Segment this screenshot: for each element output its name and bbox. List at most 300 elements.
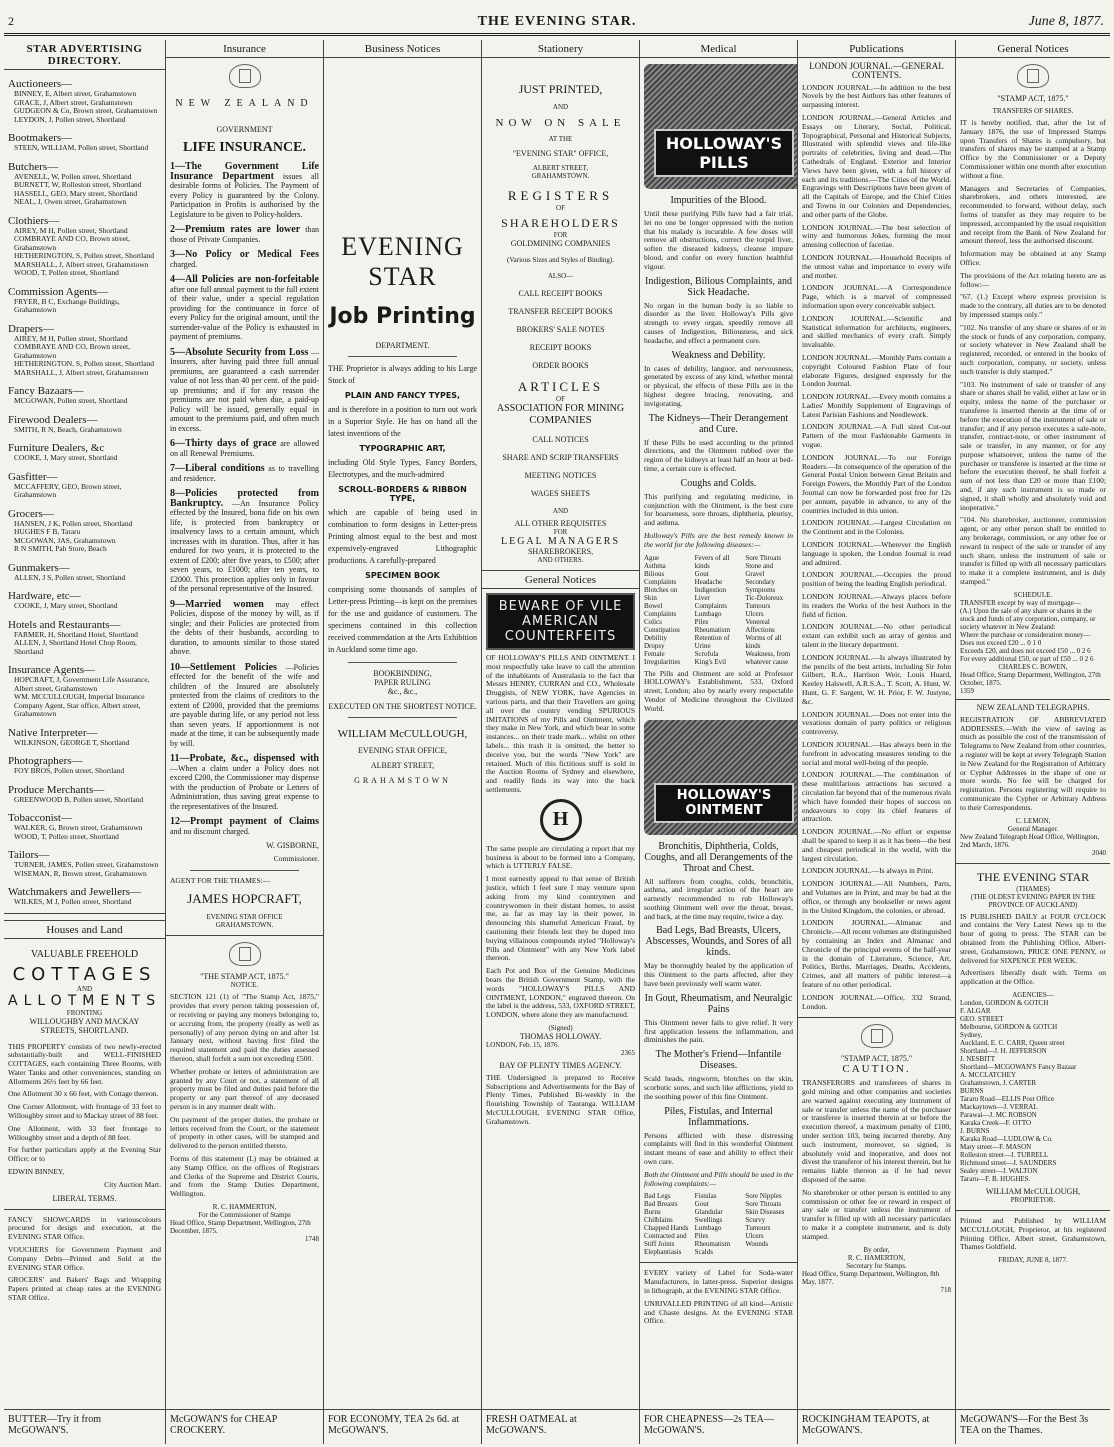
masthead-rule — [4, 33, 1110, 36]
st-sizes: (Various Sizes and Styles of Binding). — [507, 256, 614, 264]
complaint-item: Skin Diseases — [745, 1208, 785, 1217]
insurance-item-title: 11—Probate, &c., dispensed with — [170, 753, 319, 764]
directory-entry: MARSHALL, J, Albert street, Grahamstown — [14, 367, 149, 377]
med-legs: Bad Legs, Bad Breasts, Ulcers, Abscesses, Wounds, and Sores of all kinds. — [645, 925, 792, 959]
st-reg: REGISTERS — [507, 188, 614, 203]
complaint-item: Rheumatism — [694, 1240, 731, 1249]
directory-category: Drapers— — [8, 322, 54, 335]
directory-entry: COOKE, J, Mary street, Shortland — [14, 453, 118, 462]
ins-sec1: SECTION 121 (1) of "The Stamp Act, 1875," provides that every person taking possession of, or receiving or paying any moneys belonging to, or accruing from, the property (really as well as personally) of any person dying on and after 1st January next, without having first filed the required statement and paid the duties assessed thereon, shall forfeit a sum not exceeding £500. — [170, 992, 319, 1063]
agency-item: F. ALGAR — [960, 1006, 991, 1015]
insurance-item-title: 9—Married women — [170, 598, 264, 610]
directory-entry: ALLEN, J, Shortland Hotel Chop Room, Shortland — [14, 638, 137, 656]
directory-entry: HANSEN, J K, Pollen street, Shortland — [14, 518, 133, 528]
fancy-showcards: FANCY SHOWCARDS in variouscolours procured for design and execution, at the EVENING STAR Office. — [8, 1214, 161, 1242]
med-weak: Weakness and Debility. — [671, 349, 766, 361]
directory-entry: WISEMAN, R, Brown street, Grahamstown — [14, 868, 147, 878]
beware-banner — [486, 593, 635, 650]
gen-lemonno: 2040 — [1092, 848, 1106, 857]
complaints-table — [644, 1192, 793, 1256]
london-journal-item: LONDON JOURNAL.—Occupies the proud position of being the leading English periodical. — [802, 570, 951, 589]
directory-entry: BURNETT, W, Rolleston street, Shortland — [14, 180, 142, 189]
insurance-item — [170, 817, 319, 836]
gen-agencies: AGENCIES— — [1012, 990, 1054, 999]
disease-item: Bowel Complaints — [644, 601, 677, 618]
ins-eso: EVENING STAR OFFICE — [206, 913, 283, 922]
london-journal-item: LONDON JOURNAL.—General Articles and Essays on Literary, Social, Political, Topographical, Personal and Historical Subjects, Illustrated with splendid views and life-like portraits of celebrities, living and dead.—The Cathedrals of England. Exterior and Interior Views have been given, with a full history of each and its traditions.—The Cities of the World. Engravings with Descriptions have been given of all the Capitals of Europe, and the Chief Cities and Towns in our Colonies and Dependencies, and other parts of the Globe. — [802, 112, 951, 219]
insurance-item-body: —Insurers, after having paid three full annual premiums, are guaranteed a cash surrender value of not less than 40 per cent. of the paid-up premiums; and if for any reason the premiums are not paid when due, a paid-up Policy will be issued, generally equal in amount to the premiums paid, and often much in excess. — [170, 347, 320, 433]
st-at: AT THE — [548, 135, 573, 143]
london-journal-item: LONDON JOURNAL.—Wherever the English language is spoken, the London Journal is read and admired. — [802, 540, 951, 567]
ins-hamm2: For the Commissioner of Stamps — [198, 1210, 291, 1219]
insurance-item-body: and no discount charged. — [170, 826, 250, 836]
disease-item: Blotches on Skin — [644, 585, 678, 602]
gen-cb2: Head Office, Stamp Department, Wellington, 27th October, 1875. — [960, 670, 1101, 687]
gen-reg: REGISTRATION OF ABBREVIATED ADDRESSES.—With the view of saving as much as possible the cost of the transmission of Telegrams to New Zealand from other countries, a register will be kept at every Telegraph Station in New Zealand for the Registration of Arbitrary or Cypher Addresses in the shape of one or more words. No fee will be charged for registration. Persons registering will require to communicate the Cypher or Arbitrary Address to their Correspondents. — [960, 714, 1106, 812]
gen-g5: "67. (1.) Except where express provision is made to the contrary, all duties are to be denoted by impressed stamps only." — [960, 292, 1106, 319]
biz-bb: BOOKBINDING, — [373, 669, 432, 678]
directory-entry: COOKE, J, Mary street, Shortland — [14, 601, 118, 610]
column-medical — [640, 40, 798, 1444]
ins-nz: NEW ZEALAND — [175, 98, 314, 109]
directory-entry: STEEN, WILLIAM, Pollen street, Shortland — [14, 143, 149, 152]
london-journal-item: LONDON JOURNAL.—Always places before its readers the Works of the best Authors in the field of fiction. — [802, 592, 951, 619]
med-weak-t: In cases of debility, languor, and nervousness, generated by excess of any kind, whether mental or physical, the effects of these Pills are in the highest degree bracing, renovating, and invigorating. — [644, 363, 793, 408]
directory-category: Hotels and Restaurants— — [8, 618, 121, 631]
gen-pub: IS PUBLISHED DAILY at FOUR O'CLOCK and contains the Very Latest News up to the hour of going to press. The STAR can be obtained from the Publishing Office, Albert-street, Grahamstown, PRICE ONE PENNY, or delivered for SIXPENCE PER WEEK. — [960, 911, 1106, 965]
stationery-books — [486, 289, 635, 370]
insurance-item-title: 8—Policies protected from Bankruptcy. — [170, 488, 319, 509]
ins-hamm3: Head Office, Stamp Department, Wellington, 27th December, 1875. — [170, 1218, 311, 1235]
stationery-notice: SHARE AND SCRIP TRANSFERS — [502, 453, 619, 462]
biz-typo: TYPOGRAPHIC ART, — [359, 444, 446, 453]
disease-item: King's Evil — [694, 657, 727, 666]
med-gout-t: This Ointment never fails to give relief. It very first application lessens the inflammation, and diminishes the pain. — [644, 1017, 793, 1045]
complaint-item: Lumbago — [694, 1224, 722, 1233]
london-journal-item: LONDON JOURNAL.—Does not enter into the vexatious domain of party politics or religious controversy. — [802, 709, 951, 737]
insurance-item — [170, 439, 319, 458]
houses-allotments: ALLOTMENTS — [8, 992, 162, 1009]
st-of: OF — [556, 204, 565, 212]
directory-category: Furniture Dealers, &c — [8, 442, 105, 454]
st-for2: FOR — [553, 528, 568, 536]
complaint-item: Glandular Swellings — [694, 1208, 723, 1225]
insurance-item — [170, 600, 319, 657]
agency-item: Richmond street—J. SAUNDERS — [960, 1158, 1057, 1167]
med-bron: Bronchitis, Diphtheria, Colds, Coughs, and all Derangements of the Throat and Chest. — [644, 840, 793, 874]
biz-wm: WILLIAM McCULLOUGH, — [337, 728, 468, 740]
st-assoc: ASSOCIATION FOR MINING — [496, 403, 625, 414]
st-art: ARTICLES — [517, 379, 604, 394]
gen-wmc: WILLIAM McCULLOUGH, — [985, 1186, 1081, 1196]
ins-hopcraft: JAMES HOPCRAFT, — [187, 891, 302, 907]
directory-entry: AVENELL, W, Pollen street, Shortland — [14, 171, 132, 181]
agency-item: Mary street—F. MASON — [960, 1142, 1032, 1151]
disease-item: Tic-Doloreux — [745, 593, 784, 602]
disease-item: Dropsy — [644, 641, 665, 650]
london-journal-item: LONDON JOURNAL.—Has always been in the forefront in advocating measures tending to the social and moral well-being of the people. — [802, 739, 951, 767]
london-journal-item: LONDON JOURNAL.—Household Receipts of the utmost value and importance to every wife and mother. — [802, 252, 951, 280]
biz-p2: and is therefore in a position to turn out work in a Superior Style. He has on hand all the latest inventions of the — [328, 405, 477, 438]
houses-binney: EDWIN BINNEY, — [8, 1167, 65, 1177]
agencies-list — [960, 999, 1106, 1183]
diseases-table — [644, 554, 793, 666]
insurance-item-body: —An Insurance Policy effected by the Insured, bona fide on his own life, is protected from bankruptcy or insolvency laws to a certain amount, which increases with its duration. Thus, after it has endured for two years, it is protected to the extent of £200; after five years, to £500; after seven years, to £1000; after ten years, to £2000. This protection applies only in favour of the personal representative of the Insured. — [170, 498, 319, 593]
gen-g2: Managers and Secretaries of Companies, sharebrokers, and others interested, are recommended to forward, without delay, such forms of transfer as they may require to be impressed, accompanied by the usual requisition and receipt from the Bank of New Zealand for amount thereof, less the authorised discount. — [960, 183, 1106, 246]
london-journal-item: LONDON JOURNAL.—The best selection of witty and humorous Jokes, forming the most amusing collection of facetiae. — [802, 222, 951, 250]
directory-entry: HUGHES F B, Tararu — [14, 527, 81, 536]
insurance-item — [170, 348, 319, 434]
rockingham-ad: ROCKINGHAM TEAPOTS, at McGOWAN'S. — [798, 1409, 955, 1444]
pub-cau2: No sharebroker or other person is entitled to any commission or other fee or reward in respect of any sale or transfer unless the instrument of transfer is filled up with all necessary particulars to make it a complete instrument, and is duly stamped. — [802, 1187, 951, 1241]
column-stationery — [482, 40, 640, 1444]
directory-category: Tobacconist— — [8, 812, 72, 824]
insurance-item-title: 10—Settlement Policies — [170, 661, 277, 673]
insurance-item — [170, 225, 319, 244]
ins-hammerton: R. C. HAMMERTON, — [212, 1202, 277, 1211]
agency-item: Karaka Road—LUDLOW & Co. — [960, 1134, 1053, 1143]
directory-entry: WM. MCCULLOUGH, Imperial Insurance Company Agent, Star office, Albert street, Grahamstown — [14, 692, 145, 718]
disease-item: Sore Throats — [745, 553, 782, 562]
med-piles-t: Persons afflicted with these distressing complaints will find in this wonderful Ointment instant means of ease and ability to effect their own cure. — [644, 1130, 793, 1167]
gen-sch6: For every additional £50, or part of £50 ... 0 2 6 — [960, 654, 1094, 663]
agency-item: Sydney, — [960, 1030, 983, 1039]
agency-item: J. BURNS — [960, 1126, 990, 1135]
houses-streets2: STREETS, SHORTLAND. — [40, 1025, 129, 1035]
houses-p2: One Allotment 30 x 66 feet, with Cottage thereon. — [8, 1089, 159, 1099]
insurance-item-title: 5—Absolute Security from Loss — [170, 346, 309, 358]
pub-hamm: R. C. HAMERTON, — [847, 1253, 906, 1262]
directory-entry: NEAL, J, Owen street, Grahamstown — [14, 197, 127, 206]
agency-item: Melbourne, GORDON & GOTCH — [960, 1022, 1058, 1031]
holloways-ointment-illustration — [644, 720, 798, 835]
st-others: AND OTHERS. — [537, 556, 584, 564]
complaint-item: Scurvy — [745, 1216, 766, 1225]
disease-item: Colics — [644, 617, 662, 626]
general-heading: General Notices — [956, 40, 1110, 58]
pub-byorder: By order, — [863, 1245, 890, 1254]
directory-category: Gunmakers— — [8, 561, 70, 574]
gen-g6: "102. No transfer of any share or shares of or in the stock or funds of any corporation, company, or society whatever in New Zealand shall be registered, recorded, or entered in the books of such corporation, company, or society, unless such transfer is duly stamped." — [960, 322, 1106, 376]
med-both: Both the Ointment and Pills should be used in the following complaints:— — [644, 1169, 793, 1188]
st-jp: JUST PRINTED, — [518, 82, 603, 96]
stationery-book: TRANSFER RECEIPT BOOKS — [508, 307, 613, 316]
st-for: FOR — [553, 231, 568, 239]
directory-entry: LEYDON, J, Pollen street, Shortland — [14, 114, 126, 124]
stationery-book: RECEIPT BOOKS — [529, 343, 592, 352]
directory-category: Commission Agents— — [8, 285, 108, 298]
biz-albert: ALBERT STREET, — [370, 761, 435, 770]
med-indig-t: No organ in the human body is so liable to disorder as the liver. Holloway's Pills give strength to every organ, speedily remove all causes of Indigestion, Biliousness, and sick headache, and effect a permanent cure. — [644, 300, 793, 345]
directory-heading: STAR ADVERTISING DIRECTORY. — [4, 40, 165, 70]
insurance-item-title: 7—Liberal conditions — [170, 463, 265, 474]
insurance-item — [170, 464, 319, 483]
insurance-item-body: —Policies effected for the benefit of the wife and children of the Insured are absolutely protected from the claims of creditors to the extent of £2000, provided that the premiums are payable during life, or any period not less than seven years. If apportionment is not made at the time, it can be subsequently made by will. — [170, 662, 319, 748]
gen-adv: Advertisers liberally dealt with. Terms on application at the Office. — [960, 968, 1106, 987]
stationery-notice: CALL NOTICES — [532, 435, 589, 444]
crockery-ad: McGOWAN'S for CHEAP CROCKERY. — [166, 1409, 323, 1444]
disease-item: Weakness, from whatever cause — [745, 649, 791, 666]
ins-stamp-act: "THE STAMP ACT, 1875." — [200, 972, 289, 982]
ins-gisborne: W. GISBORNE, — [266, 841, 319, 850]
med-cough-t: This purifying and regulating medicine, in conjunction with the Ointment, is the best cure for hoarseness, sore throats, diphtheria, pleurisy, and asthma. — [644, 491, 793, 528]
agency-item: London, GORDON & GOTCH — [960, 998, 1049, 1007]
disease-item: Stone and Gravel — [745, 561, 774, 578]
st-hol3: I most earnestly appeal to that sense of British justice, which I feel sure I may venture upon asking from my kind countrymen and countrywomen in their distant homes, to assist me, as far as may lay in their power, in denouncing this shameful American Fraud, by cautioning their friends lest they be duped into buying villainous compounds styled "Holloway's Pills and Ointment" with any New York label thereon. — [486, 874, 635, 963]
oatmeal-ad: FRESH OATMEAL at McGOWAN'S. — [482, 1409, 639, 1444]
directory-category: Clothiers— — [8, 214, 60, 227]
st-gtown: GRAHAMSTOWN. — [531, 172, 590, 180]
disease-item: Gout — [694, 569, 709, 578]
med-indig: Indigestion, Bilious Complaints, and Sick Headache. — [645, 275, 792, 298]
st-brokers: SHAREBROKERS, — [527, 547, 594, 556]
gen-lemon2: General Manager. — [1007, 824, 1059, 833]
ins-notice: NOTICE. — [230, 981, 259, 990]
houses-p5: For further particulars apply at the Evening Star Office; or to — [8, 1145, 161, 1164]
london-journal-item: LONDON JOURNAL.—In addition to the best Novels by the best Authors has other features of surpassing interest. — [802, 82, 951, 110]
gen-sch1: TRANSFER except by way of mortgage— — [960, 598, 1081, 607]
london-journal-item: LONDON JOURNAL.—The combination of these multifarious attractions has secured a circulation far beyond that of the numerous rivals which have founded their hopes of success on endeavours to copy its chief features of attraction. — [802, 770, 951, 824]
column-publications — [798, 40, 956, 1444]
complaint-item: Sore Throats — [745, 1200, 782, 1209]
gen-nzt: NEW ZEALAND TELEGRAPHS. — [956, 699, 1110, 712]
disease-item: Headache — [694, 577, 723, 586]
st-eso: "EVENING STAR" OFFICE, — [512, 149, 609, 158]
st-bop: BAY OF PLENTY TIMES AGENCY. — [499, 1060, 622, 1070]
complaint-item: Ulcers — [745, 1232, 764, 1241]
directory-entry: HOPCRAFT, J, Government Life Assurance, Albert street, Grahamstown — [14, 675, 150, 693]
gen-sch5: Exceeds £20, and does not exceed £50 ... 0 2 6 — [960, 646, 1091, 655]
ointment-label: HOLLOWAY'S OINTMENT — [654, 783, 794, 823]
london-journal-item: LONDON JOURNAL.—Office, 332 Strand, London. — [802, 992, 951, 1011]
directory-entry: GRACE, J, Albert street, Grahamstown — [14, 97, 133, 107]
complaint-item: Scalds — [694, 1248, 713, 1257]
st-of2: OF — [556, 395, 565, 403]
insurance-item-title: 12—Prompt payment of Claims — [170, 816, 319, 827]
publications-heading: Publications — [798, 40, 955, 58]
houses-p3: One Corner Allotment, with frontage of 33 feet to Willoughby street and to Mackay street of 88 feet. — [8, 1102, 161, 1121]
directory-entry: AIREY, M H, Pollen street, Shortland — [14, 333, 128, 343]
directory-category: Auctioneers— — [8, 78, 73, 90]
medical-heading: Medical — [640, 40, 797, 58]
complaint-item: Burns — [644, 1208, 661, 1217]
biz-specimen: SPECIMEN BOOK — [365, 571, 440, 580]
directory-entry: HETHERINGTON, S, Pollen street, Shortland — [14, 251, 155, 260]
insurance-item — [170, 489, 319, 594]
directory-entry: WILKINSON, GEORGE T, Shortland — [14, 737, 130, 747]
directory-entry: FOY BROS, Pollen street, Shortland — [14, 766, 125, 775]
insurance-item-title: 6—Thirty days of grace — [170, 438, 277, 449]
agency-item: GEO. STREET — [960, 1014, 1004, 1023]
directory-entry: FRYER, B C, Exchange Buildings, Grahamstown — [14, 296, 120, 314]
med-kid-t: If these Pills be used according to the printed directions, and the Ointment rubbed over the region of the kidneys at least half an hour at bed-time, a certain cure is effected. — [644, 437, 793, 473]
agency-item: Karaka Creek—F. OTTO — [960, 1118, 1032, 1127]
st-general-heading: General Notices — [482, 570, 639, 589]
holloway-h-seal-icon: H — [540, 799, 582, 841]
directory-entry: MARSHALL, J, Albert street, Grahamstown — [14, 259, 149, 269]
gen-lemon3: New Zealand Telegraph Head Office, Wellington, 2nd March, 1876. — [960, 832, 1100, 849]
houses-streets1: WILLOUGHBY AND MACKAY — [29, 1016, 140, 1026]
directory-entry: WILKES, M J, Pollen street, Shortland — [14, 897, 132, 906]
houses-and: AND — [76, 984, 93, 993]
agency-item: Rolleston street—J. TURRELL — [960, 1150, 1049, 1159]
directory-category: Photographers— — [8, 755, 83, 767]
gen-g4: The provisions of the Act relating hereto are as follow:— — [960, 270, 1106, 289]
agency-item: Auckland, E. C. CARR, Queen street — [960, 1038, 1065, 1047]
insurance-item-body: may effect Policies, dispose of the money by will, as if single; and their Policies are protected from the debts of their husbands, according to duration, to amounts similar to those stated above. — [170, 599, 319, 656]
gen-tes: THE EVENING STAR — [976, 869, 1090, 884]
med-legs-t: May be thoroughly healed by the application of this Ointment to the parts affected, after they have been previously well warm water. — [644, 961, 793, 989]
disease-item: Scrofula — [694, 649, 719, 658]
ins-commissioner: Commissioner. — [273, 853, 319, 863]
business-heading: Business Notices — [324, 40, 481, 58]
stationery-heading: Stationery — [482, 40, 639, 58]
best-tea-ad: McGOWAN'S—For the Best 3s TEA on the Thames. — [956, 1409, 1110, 1444]
directory-entry: COMBRAYE AND CO, Brown street, Grahamstown — [14, 234, 130, 252]
insurance-item-body: are allowed on all Renewal Premiums. — [170, 439, 319, 458]
agency-item: Sealey street—J. WALTON — [960, 1166, 1038, 1175]
ins-gov: GOVERNMENT — [216, 125, 273, 134]
st-th: THOMAS HOLLOWAY. — [519, 1031, 602, 1041]
newspaper-title: THE EVENING STAR. — [477, 14, 637, 29]
biz-plain: PLAIN AND FANCY TYPES, — [344, 391, 461, 400]
gen-fri: FRIDAY, JUNE 8, 1877. — [998, 1256, 1068, 1265]
london-journal-item: LONDON JOURNAL.—Is always illustrated by the pencils of the best artists, including Sir John Gilbert, R.A., Harrison Weir, Louis Huard, Keeley Halswell, A.R.S.A., T. Scott, A. Hunt, W. Hunt, G. F. Sargent, W. H. Prior, F. W. Justyne, &c. — [802, 652, 951, 706]
directory-category: Hardware, etc— — [8, 590, 81, 602]
houses-fronting: FRONTING — [66, 1008, 103, 1017]
gen-g3: Information may be obtained at any Stamp Office. — [960, 249, 1106, 267]
gen-sch2: (A.) Upon the sale of any share or shares in the stock and funds of any corporation, company, or society whatever in New Zealand: — [960, 606, 1096, 631]
complaint-item: Fistulas — [694, 1192, 717, 1201]
pills-label: HOLLOWAY'S PILLS — [654, 129, 794, 177]
st-now: NOW ON SALE — [495, 117, 626, 129]
london-journal-item: LONDON JOURNAL.—Every month contains a Ladies' Monthly Supplement of Engravings of Latest Parisian Fashions and Needlework. — [802, 392, 951, 419]
disease-item: Worms of all kinds — [745, 633, 782, 650]
evening-star-title: EVENING STAR — [341, 232, 464, 291]
st-also: ALSO— — [547, 272, 574, 280]
directory-entry: AIREY, M H, Pollen street, Shortland — [14, 225, 128, 235]
insurance-item-body: after one full annual payment to the full extent of their value, under a special regulation providing for the continuance in force of every Policy for the original amount, until the surrender-value of the Policy is exhausted in payment of premiums. — [170, 284, 319, 341]
insurance-item-title: 1—The Government Life Insurance Department — [170, 161, 319, 182]
gen-cbno: 1359 — [960, 686, 974, 695]
london-journal-item: LONDON JOURNAL.—Almanac and Chronicle.—All recent volumes are distinguished by containing an Index and Almanac and Chronicle of the principal events of the half-year in the domain of Literature, Science, Art, Politics, Births, Marriages, Deaths, Accidents, Crimes, and all matters of public interest—a feature of no other periodical. — [802, 918, 951, 989]
beware-line-1: BEWARE OF VILE — [498, 599, 623, 614]
job-printing: Job Printing — [329, 304, 476, 329]
ins-sec3: On payment of the proper duties, the probate or letters received from the Court, or the statement of property in other cases, will be stamped and delivered to the person entitled thereto. — [170, 1114, 319, 1151]
disease-item: Indigestion — [694, 585, 727, 594]
london-journal-item: LONDON JOURNAL.—Monthly Parts contain a copyright Coloured Fashion Plate of four elaborate Figures, designed expressly for the London Journal. — [802, 352, 951, 389]
cheapness-ad: FOR CHEAPNESS—2s TEA—McGOWAN'S. — [640, 1409, 797, 1444]
disease-item: Liver Complaints — [694, 593, 727, 610]
st-bop2: THE Undersigned is prepared to Receive Subscriptions and Advertisements for the Bay of Plenty Times, Published Bi-weekly in the flourishing Township of Tauranga. WILLIAM McCULLOUGH, EVENING STAR Office, Grahamstown. — [486, 1072, 635, 1126]
london-journal-item: LONDON JOURNAL.—A Correspondence Page, which is a marvel of compressed information upon every conceivable subject. — [802, 283, 951, 310]
med-rem: Holloway's Pills are the best remedy known in the world for the following diseases:— — [644, 530, 793, 549]
agency-item: BURNS — [960, 1086, 984, 1095]
pub-hamm3: Head Office, Stamp Department, Wellington, 8th May, 1877. — [802, 1269, 940, 1286]
gen-stamp: "STAMP ACT, 1875." — [997, 94, 1069, 103]
agency-item: A. MCCLATCHEY — [960, 1070, 1017, 1079]
gen-sch3: Where the purchase or consideration money— — [960, 630, 1091, 639]
directory-category: Grocers— — [8, 507, 54, 520]
insurance-items — [170, 162, 319, 836]
agency-item: Tararu Road—ELLIS Post Office — [960, 1094, 1055, 1103]
grocers-bags: GROCERS' and Bakers' Bags and Wrapping Papers printed at cheap rates at the EVENING STAR Office. — [8, 1275, 161, 1303]
insurance-item — [170, 275, 319, 342]
complaint-item: Bad Legs — [644, 1192, 671, 1201]
agency-item: Grahamstown, J. CARTER — [960, 1078, 1037, 1087]
london-journal-item: LONDON JOURNAL.—Is always in Print. — [802, 866, 934, 876]
st-thno: 2365 — [621, 1048, 635, 1057]
pub-hamm-no: 718 — [940, 1285, 951, 1294]
houses-p4: One Allotment, with 33 feet frontage to Willoughby street and a depth of 88 feet. — [8, 1123, 161, 1142]
insurance-item-body: charged. — [170, 259, 198, 269]
med-sold: The Pills and Ointment are sold at Professor HOLLOWAY's Establishment, 533, Oxford street, London; also by nearly every respectable Vendor of Medicine throughout the Civilized World. — [644, 668, 793, 713]
st-sh: SHAREHOLDERS — [501, 216, 620, 230]
directory-category: Butchers— — [8, 160, 59, 173]
st-signed: (Signed) — [548, 1023, 573, 1032]
directory-entry: MCGOWAN, JAS, Grahamstown — [14, 535, 116, 545]
st-and2: AND — [552, 507, 569, 515]
directory-entry: BINNEY, E, Albert street, Grahamstown — [14, 89, 137, 98]
disease-item: Constipation — [644, 625, 680, 634]
disease-item: Lumbago — [694, 609, 722, 618]
agency-item: Mackaytown—J. VERRAL — [960, 1102, 1038, 1111]
med-unriv: UNRIVALLED PRINTING of all kind—Artistic and Chaste designs. At the EVENING STAR Office. — [644, 1298, 793, 1326]
agency-item: J. NESBITT — [960, 1054, 995, 1063]
complaint-item: Bad Breasts — [644, 1200, 678, 1209]
crest-icon-4 — [1017, 64, 1049, 88]
st-all: ALL OTHER REQUISITES — [514, 519, 607, 528]
crest-icon — [229, 64, 261, 88]
directory-entry: R N SMITH, Pah Store, Beach — [14, 544, 107, 553]
agency-item: Shortland—J. H. JEFFERSON — [960, 1046, 1047, 1055]
st-hol: OF HOLLOWAY'S PILLS AND OINTMENT. I most respectfully take leave to call the attention of the inhabitants of Australasia to the fact that Messrs HENRY, CURRAN and CO., Wholesale Druggists, of NEW YORK, have Agencies in various parts, and that their Travellers are going all over the country vending SPURIOUS IMITATIONS of my Pills and Ointment, which they make in New York, and which bear in some instances... on their trade mark... whilst on other labels... this trash it is omitted, the better to deceive you, but the words "New York" are retained. Much of this fictitious stuff is sold in the Auction Rooms of Sydney and elsewhere, and readily finds its way into the back settlements. — [486, 653, 635, 794]
gen-lemon: C. LEMON, — [1015, 816, 1051, 825]
complaint-item: Piles — [694, 1232, 709, 1241]
disease-item: Female Irregularities — [644, 649, 681, 666]
directory-entry: COMBRAYE AND CO, Brown street, Grahamstown — [14, 342, 130, 360]
insurance-item — [170, 162, 319, 219]
directory-entry: MCGOWAN, Pollen street, Shortland — [14, 396, 128, 405]
st-legal: LEGAL MANAGERS — [500, 536, 620, 547]
biz-gtown: GRAHAMSTOWN — [354, 776, 451, 785]
gen-schedule: SCHEDULE. — [1013, 590, 1053, 599]
column-insurance — [166, 40, 324, 1444]
insurance-item — [170, 754, 319, 811]
gen-prop: PROPRIETOR. — [1010, 1195, 1056, 1204]
complaint-item: Tumours — [745, 1224, 771, 1233]
directory-category: Tailors— — [8, 849, 50, 861]
disease-item: Ague — [644, 553, 660, 562]
complaint-item: Sore Nipples — [745, 1192, 782, 1201]
med-imp: Impurities of the Blood. — [670, 195, 767, 206]
insurance-item-body: —When a claim under a Policy does not exceed £200, the Commissioner may dispense with the production of Probate or Letters of Administration, thus saving great expense to the representatives of the Insured. — [170, 763, 319, 811]
vouchers: VOUCHERS for Government Payment and Company Debts—Printed and Sold at the EVENING STAR Office. — [8, 1245, 161, 1272]
directory-category: Gasfitter— — [8, 470, 58, 483]
london-journal-item: LONDON JOURNAL.—To our Foreign Readers.—In consequence of the operation of the General Postal Union between Great Britain and Foreign Powers, the Monthly Part of the London Journal can now be forwarded post free for 12s per annum, payable in advance, to any of the countries included in this union. — [802, 452, 951, 515]
complaint-item: Wounds — [745, 1240, 769, 1249]
biz-p5: comprising some thousands of samples of Letter-press Printing—is kept on the premises for the use and guidance of customers. The specimens contained in this collection received commendation at the Arts Exhibition in Auckland some time ago. — [328, 585, 477, 654]
london-journal-item: LONDON JOURNAL.—Scientific and Statistical information for architects, engineers, and skilled mechanics of every craft. Simply invaluable. — [802, 313, 951, 350]
med-bron-t: All sufferers from coughs, colds, bronchitis, asthma, and irregular action of the heart are earnestly recommended to rub Holloway's soothing Ointment well over the throat, breast, and back, at the time may require, twice a day. — [644, 876, 793, 921]
column-business — [324, 40, 482, 1444]
gen-transfers: TRANSFERS OF SHARES. — [992, 107, 1074, 115]
st-hol4: Each Pot and Box of the Genuine Medicines bears the British Government Stamp, with the words "HOLLOWAY'S PILLS AND OINTMENT, LONDON," engraved thereon. On the label is the address, 533, OXFORD STREET, LONDON, where alone they are manufactured. — [486, 966, 635, 1020]
gen-g7: "103. No instrument of sale or transfer of any share or shares shall be valid, either at law or in equity, unless the name of the purchaser or transferee is inserted therein at the time of or before the execution of the instrument of sale or transfer; and if any person executes a sale-note, transfer, contract-note, or other instrument of sale or transfer, in any manner, or for any purpose whatsoever, unless the name of the purchaser or transferee is inserted at the time or before the execution thereof, he shall forfeit a sum of not less than £20 or more than £100; and, if any such instrument is so made or signed, it shall wholly and absolutely void and inoperative." — [960, 379, 1106, 512]
houses-p1: THIS PROPERTY consists of two newly-erected substantially-built and WELL-FINISHED COTTAGES, each containing Three Rooms, with Water Tanks and other conveniences, standing on Allotments 26½ feet by 66 feet. — [8, 1041, 161, 1086]
ins-sec4: Forms of this statement (L) may be obtained at any Stamp Office, on the offices of Registrars and Clerks of the Supreme and District Courts, and from the Stamp Duties Department, Wellington. — [170, 1153, 319, 1199]
london-journal-item: LONDON JOURNAL.—All Numbers, Parts, and Volumes are in Print, and may be had at the office, or through any bookseller or news agent in the United Kingdom, the colonies, or abroad. — [802, 879, 951, 915]
